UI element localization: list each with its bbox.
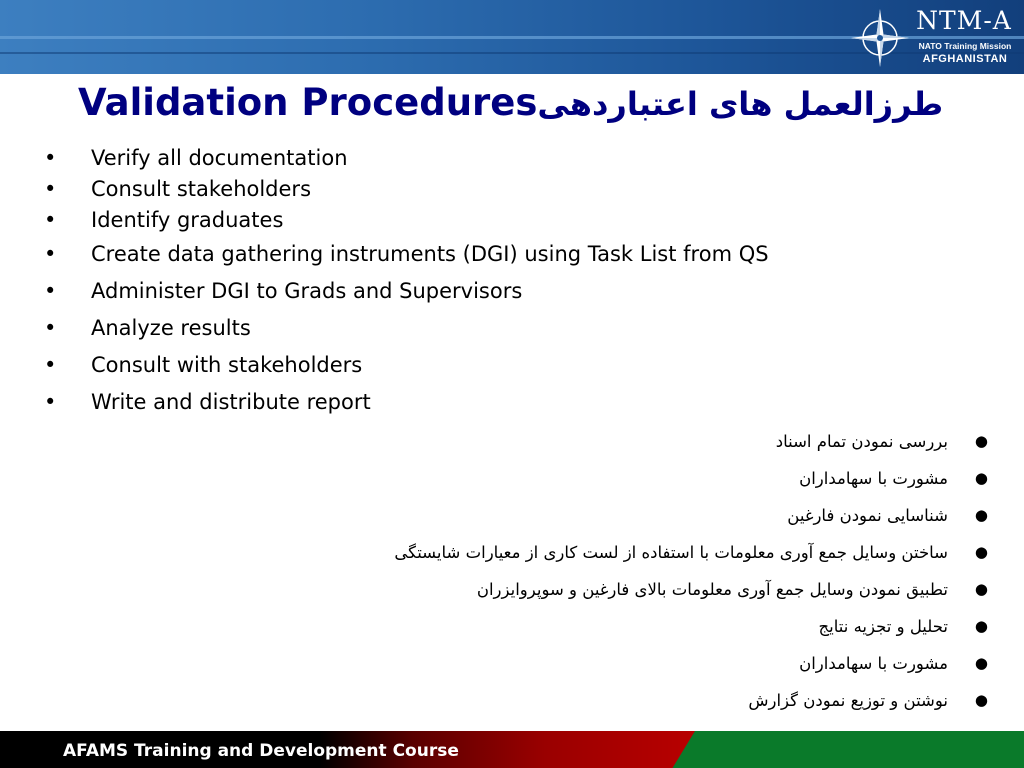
list-item: [44, 347, 924, 384]
bullet-dot-icon: •: [44, 316, 57, 340]
footer-bar: [0, 731, 1024, 768]
list-item: [44, 273, 924, 310]
title-dari: طرزالعمل های اعتباردهی: [537, 85, 944, 123]
english-bullet-list: [44, 143, 924, 421]
list-item: [228, 460, 988, 497]
list-item-text: Write and distribute report: [91, 390, 371, 414]
bullet-dot-icon: ●: [974, 506, 988, 524]
logo-title: NTM-A: [916, 6, 1012, 35]
list-item: [228, 423, 988, 460]
list-item: [228, 571, 988, 608]
bullet-dot-icon: •: [44, 242, 57, 266]
list-item: [44, 384, 924, 421]
list-item-text: Create data gathering instruments (DGI) using Task List from QS: [91, 242, 769, 266]
footer-text: AFAMS Training and Development Course: [63, 741, 459, 761]
nato-compass-star-icon: [850, 8, 910, 68]
list-item: [228, 682, 988, 719]
list-item-text: Consult stakeholders: [91, 177, 312, 201]
page-title: [78, 78, 978, 129]
list-item-text: نوشتن و توزیع نمودن گزارش: [748, 691, 948, 710]
list-item-text: تحلیل و تجزیه نتایج: [818, 617, 948, 636]
list-item: [44, 143, 924, 174]
list-item: [44, 174, 924, 205]
list-item-text: شناسایی نمودن فارغین: [787, 506, 948, 525]
bullet-dot-icon: •: [44, 208, 57, 232]
list-item-text: مشورت با سهامداران: [799, 469, 948, 488]
bullet-dot-icon: ●: [974, 469, 988, 487]
bullet-dot-icon: ●: [974, 543, 988, 561]
list-item-text: مشورت با سهامداران: [799, 654, 948, 673]
bullet-dot-icon: •: [44, 177, 57, 201]
bullet-dot-icon: ●: [974, 654, 988, 672]
list-item-text: Analyze results: [91, 316, 251, 340]
list-item: [44, 236, 924, 273]
list-item: [228, 497, 988, 534]
list-item-text: Identify graduates: [91, 208, 284, 232]
list-item-text: Consult with stakeholders: [91, 353, 363, 377]
bullet-dot-icon: ●: [974, 617, 988, 635]
logo-subtitle: NATO Training Mission: [918, 41, 1012, 51]
list-item-text: بررسی نمودن تمام اسناد: [775, 432, 948, 451]
list-item-text: تطبیق نمودن وسایل جمع آوری معلومات بالای فارغین و سوپروایزران: [476, 580, 948, 599]
list-item: [228, 534, 988, 571]
logo-country: AFGHANISTAN: [922, 53, 1008, 65]
list-item: [44, 310, 924, 347]
bullet-dot-icon: ●: [974, 432, 988, 450]
list-item: [228, 645, 988, 682]
list-item: [44, 205, 924, 236]
list-item: [228, 608, 988, 645]
bullet-dot-icon: ●: [974, 691, 988, 709]
list-item-text: ساختن وسایل جمع آوری معلومات با استفاده از لست کاری از معیارات شایستگی: [394, 543, 948, 562]
bullet-dot-icon: •: [44, 146, 57, 170]
bullet-dot-icon: •: [44, 353, 57, 377]
bullet-dot-icon: •: [44, 279, 57, 303]
list-item-text: Verify all documentation: [91, 146, 348, 170]
bullet-dot-icon: •: [44, 390, 57, 414]
dari-bullet-list: [228, 423, 988, 719]
title-english: Validation Procedures: [78, 81, 538, 124]
list-item-text: Administer DGI to Grads and Supervisors: [91, 279, 523, 303]
bullet-dot-icon: ●: [974, 580, 988, 598]
header-band: [0, 0, 1024, 74]
